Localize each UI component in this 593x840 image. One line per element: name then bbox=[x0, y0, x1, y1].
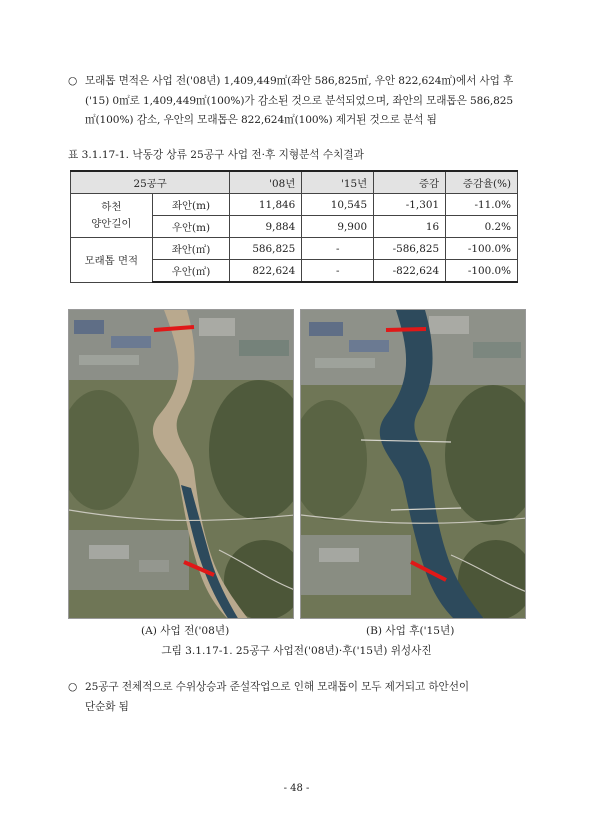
cell-value: -100.0% bbox=[446, 260, 518, 283]
table-row bbox=[71, 238, 518, 260]
cell-value: 16 bbox=[374, 216, 446, 238]
paragraph-sandbar-removal bbox=[68, 678, 528, 717]
table-row bbox=[71, 194, 518, 216]
header-2008: '08년 bbox=[230, 171, 302, 194]
cell-value: 9,900 bbox=[302, 216, 374, 238]
cell-value: 822,624 bbox=[230, 260, 302, 283]
cell-value: 0.2% bbox=[446, 216, 518, 238]
para-line: ('15) 0㎡로 1,409,449㎡(100%)가 감소된 것으로 분석되었으며, 좌안의 모래톱은 586,825 bbox=[85, 94, 514, 107]
cell-value: 10,545 bbox=[302, 194, 374, 216]
cell-value: 586,825 bbox=[230, 238, 302, 260]
para-line: 단순화 됨 bbox=[85, 700, 129, 713]
table-caption: 표 3.1.17-1. 낙동강 상류 25공구 사업 전·후 지형분석 수치결과 bbox=[68, 149, 364, 161]
bullet-circle: ○ bbox=[68, 681, 78, 693]
satellite-illustration-before bbox=[69, 310, 294, 619]
cell-value: -1,301 bbox=[374, 194, 446, 216]
figure-label-after: (B) 사업 후('15년) bbox=[366, 625, 455, 637]
header-change: 증감 bbox=[374, 171, 446, 194]
para-line: ㎡(100%) 감소, 우안의 모래톱은 822,624㎡(100%) 제거된 것으로 분석 됨 bbox=[85, 114, 437, 126]
section-marker-north bbox=[386, 329, 426, 330]
group-label: 양안길이 bbox=[91, 217, 132, 230]
paragraph-sandbar-area bbox=[68, 72, 528, 131]
satellite-image-before bbox=[68, 309, 294, 619]
group-bank-length bbox=[71, 194, 153, 238]
terrain-analysis-table bbox=[70, 170, 518, 283]
cell-value: - bbox=[302, 238, 374, 260]
header-section: 25공구 bbox=[71, 171, 230, 194]
cell-value: - bbox=[302, 260, 374, 283]
satellite-illustration-after bbox=[301, 310, 526, 619]
cell-value: -100.0% bbox=[446, 238, 518, 260]
cell-value: 11,846 bbox=[230, 194, 302, 216]
row-sub-label: 우안(m) bbox=[152, 216, 230, 238]
bullet-circle: ○ bbox=[68, 75, 78, 87]
header-change-rate: 증감율(%) bbox=[446, 171, 518, 194]
para-line: 모래톱 면적은 사업 전('08년) 1,409,449㎡(좌안 586,825㎡, 우안 822,624㎡)에서 사업 후 bbox=[85, 75, 514, 87]
row-sub-label: 좌안(m) bbox=[152, 194, 230, 216]
row-sub-label: 우안(㎡) bbox=[152, 260, 230, 283]
cell-value: -586,825 bbox=[374, 238, 446, 260]
para-line: 25공구 전체적으로 수위상승과 준설작업으로 인해 모래톱이 모두 제거되고 하안선이 bbox=[85, 681, 469, 693]
satellite-image-after bbox=[300, 309, 526, 619]
cell-value: -11.0% bbox=[446, 194, 518, 216]
figure-caption: 그림 3.1.17-1. 25공구 사업전('08년)·후('15년) 위성사진 bbox=[161, 645, 432, 657]
page-number: - 48 - bbox=[283, 783, 310, 794]
group-label: 하천 bbox=[101, 200, 122, 213]
row-sub-label: 좌안(㎡) bbox=[152, 238, 230, 260]
header-2015: '15년 bbox=[302, 171, 374, 194]
figure-label-before: (A) 사업 전('08년) bbox=[141, 625, 230, 637]
group-sandbar-area: 모래톱 면적 bbox=[71, 238, 153, 283]
table-header-row bbox=[71, 171, 518, 194]
cell-value: -822,624 bbox=[374, 260, 446, 283]
cell-value: 9,884 bbox=[230, 216, 302, 238]
